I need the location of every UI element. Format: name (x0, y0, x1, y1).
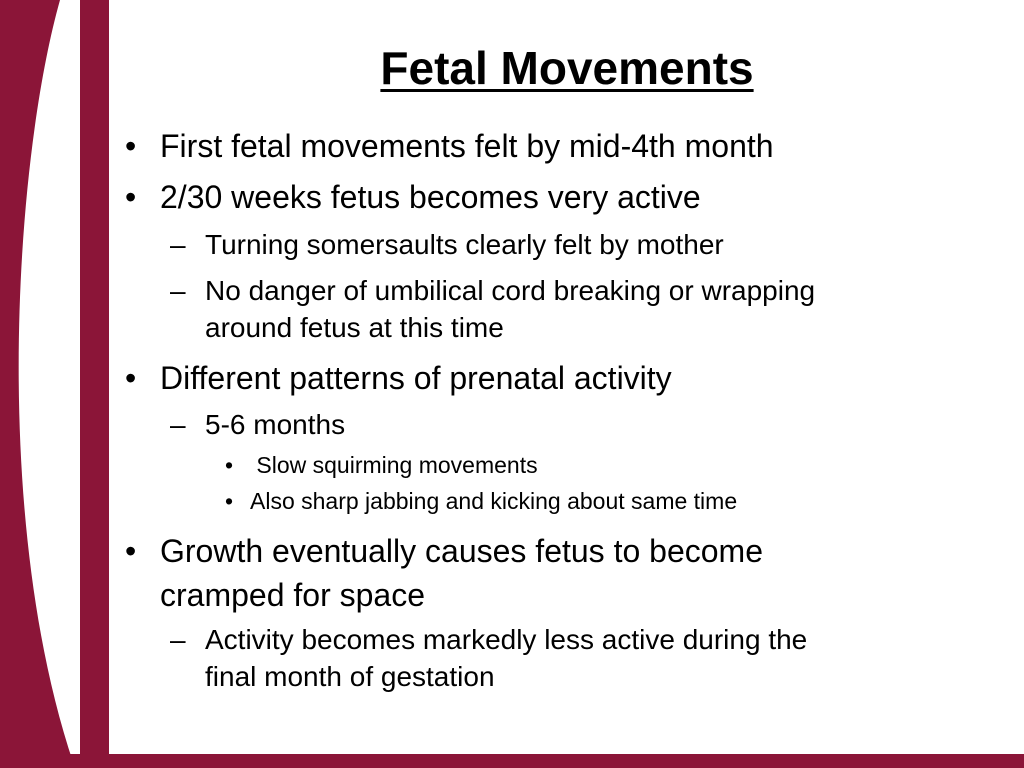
bullet-marker: • (225, 488, 234, 514)
bullet-text-level-2: around fetus at this time (205, 312, 504, 343)
bullet-marker: – (170, 275, 186, 306)
bullet-marker: • (125, 179, 137, 215)
bullet-text-level-2: Turning somersaults clearly felt by mother (205, 229, 724, 260)
bullet-text-level-2: final month of gestation (205, 661, 495, 692)
bullet-marker: • (225, 452, 234, 478)
bullet-text-level-2: Activity becomes markedly less active during the (205, 624, 808, 655)
bullet-text-level-3: Slow squirming movements (250, 452, 538, 478)
bullet-text-level-1: cramped for space (160, 577, 426, 613)
bullet-text-level-2: No danger of umbilical cord breaking or wrapping (205, 275, 816, 306)
bullet-text-level-1: First fetal movements felt by mid-4th month (160, 128, 774, 164)
bullet-marker: – (170, 229, 186, 260)
bullet-text-level-1: 2/30 weeks fetus becomes very active (160, 179, 701, 215)
bullet-text-level-2: 5-6 months (205, 409, 346, 440)
bullet-marker: • (125, 128, 137, 164)
bullet-marker: • (125, 360, 137, 396)
bullet-text-level-1: Growth eventually causes fetus to become (160, 533, 763, 569)
bullet-text-level-1: Different patterns of prenatal activity (160, 360, 672, 396)
bullet-marker: – (170, 624, 186, 655)
bullet-marker: – (170, 409, 186, 440)
bullet-marker: • (125, 533, 137, 569)
bullet-text-level-3: Also sharp jabbing and kicking about same time (250, 488, 738, 514)
slide-title: Fetal Movements (380, 42, 754, 94)
